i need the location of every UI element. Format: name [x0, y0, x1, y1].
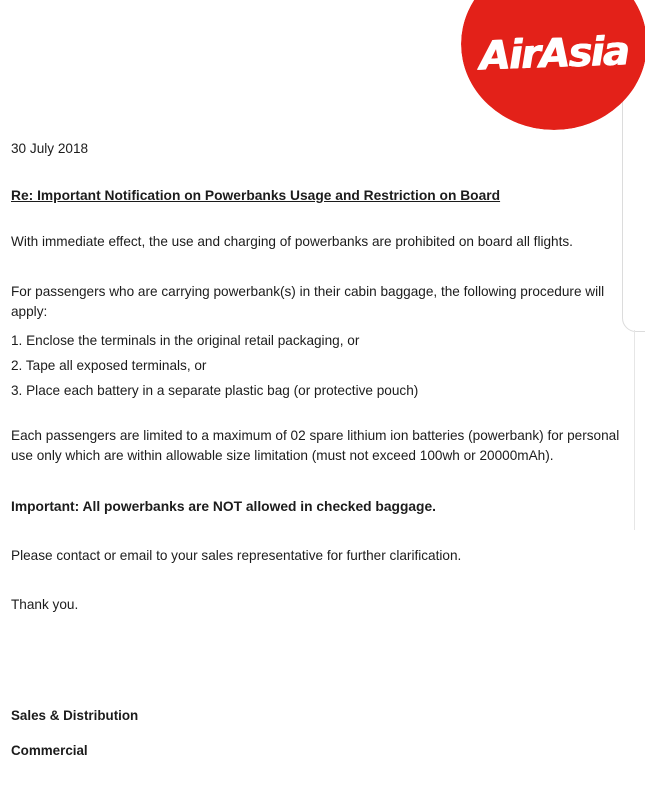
list-item: 3. Place each battery in a separate plastic bag (or protective pouch) [11, 383, 419, 398]
letter-subject: Re: Important Notification on Powerbanks Usage and Restriction on Board [11, 188, 501, 203]
paragraph-procedure-intro: For passengers who are carrying powerbank(s) in their cabin baggage, the following procedure will apply: [11, 284, 608, 319]
paragraph-battery-limit: Each passengers are limited to a maximum of 02 spare lithium ion batteries (powerbank) for personal use only which are within allowable size limitation (must not exceed 100wh or 20000mAh). [11, 428, 624, 463]
paragraph-important-notice: Important: All powerbanks are NOT allowed in checked baggage. [11, 499, 436, 514]
letter-body [11, 0, 645, 800]
letter-date: 30 July 2018 [11, 141, 89, 156]
paragraph-thanks: Thank you. [11, 597, 79, 612]
paragraph-contact: Please contact or email to your sales representative for further clarification. [11, 548, 462, 563]
list-item: 2. Tape all exposed terminals, or [11, 358, 207, 373]
logo-wordmark: AirAsia [478, 28, 630, 80]
paragraph-immediate-effect: With immediate effect, the use and charging of powerbanks are prohibited on board all flights. [11, 234, 573, 249]
signature-division: Commercial [11, 743, 88, 758]
signature-department: Sales & Distribution [11, 708, 139, 723]
list-item: 1. Enclose the terminals in the original retail packaging, or [11, 333, 360, 348]
